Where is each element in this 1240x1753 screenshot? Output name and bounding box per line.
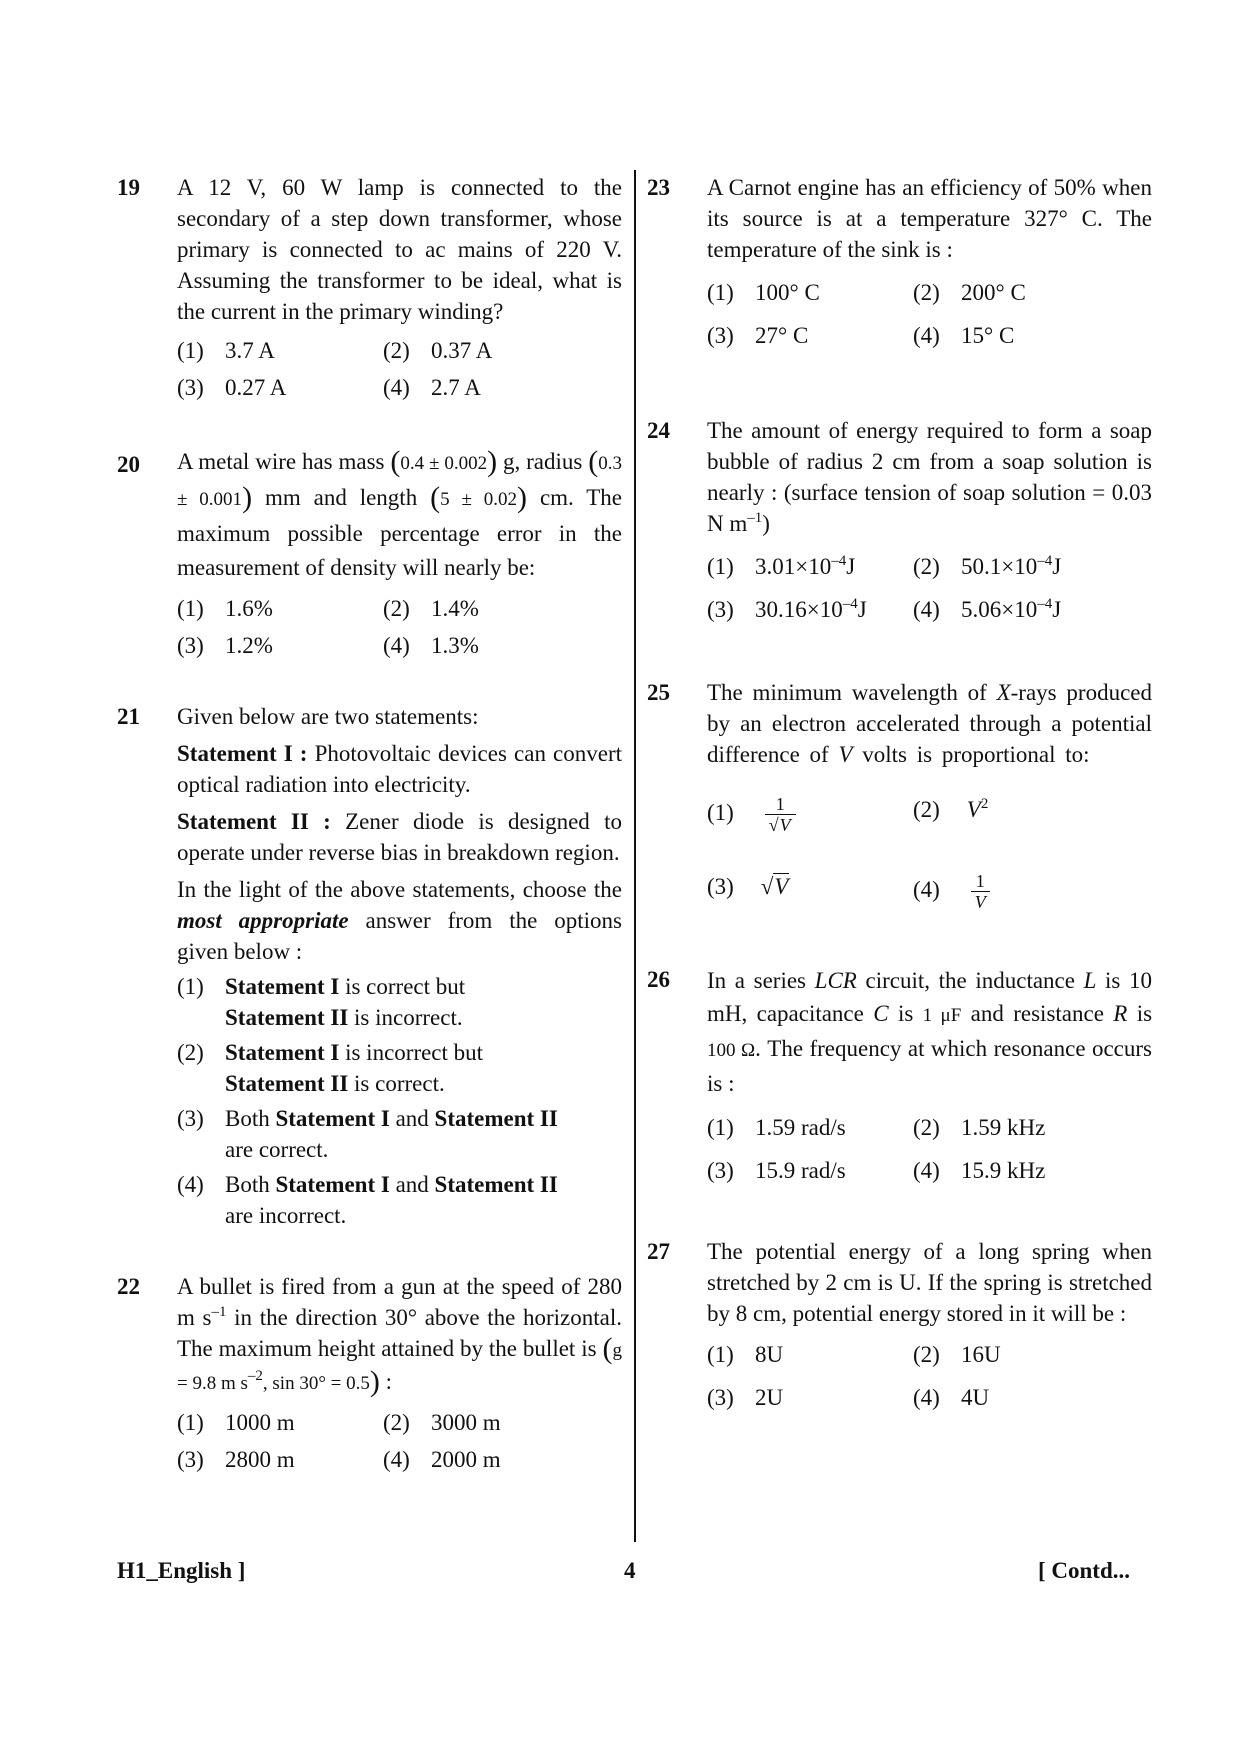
option-4: (4) 1.3% — [383, 633, 479, 658]
question-text: A 12 V, 60 W lamp is connected to the secondary of a step down transformer, whose primary is connected to ac mains of 220 V. Assuming the transformer to be ideal, what is the current in the primary winding? — [177, 175, 622, 324]
question-22 — [117, 1271, 622, 1475]
option-3: (3) $30.16\times 10^{-4}J$ — [707, 596, 867, 622]
question-23 — [647, 172, 1152, 351]
option-3: (3) 15.9 rad/s — [707, 1158, 846, 1183]
option-4: (4) 2.7 A — [383, 375, 481, 400]
question-number: 20 — [117, 452, 140, 477]
option-2: (2) 0.37 A — [383, 338, 493, 363]
option-3: (3) 2800 m — [177, 1447, 295, 1472]
options — [707, 551, 1152, 625]
question-text: The potential energy of a long spring when stretched by 2 cm is U. If the spring is stretched by 8 cm, potential energy stored in it will be : — [707, 1239, 1152, 1326]
footer-paper-code: H1_English ] — [117, 1558, 246, 1583]
option-4: (4) Both Statement I and Statement II are incorrect. — [177, 1172, 558, 1228]
option-3: (3) 1.2% — [177, 633, 273, 658]
option-3: (3) 27° C — [707, 323, 809, 348]
option-2: (2) 1.4% — [383, 596, 479, 621]
options — [707, 794, 1152, 912]
option-3: (3) 0.27 A — [177, 375, 287, 400]
footer-continued: [ Contd... — [1038, 1558, 1131, 1583]
question-25 — [647, 677, 1152, 912]
question-27 — [647, 1236, 1152, 1413]
option-1: (1) 100° C — [707, 280, 820, 305]
question-text: The minimum wavelength of X-rays produced by an electron accelerated through a potential difference of V volts is proportional to: — [707, 680, 1152, 767]
question-text: A Carnot engine has an efficiency of 50% when its source is at a temperature 327° C. The temperature of the sink is : — [707, 175, 1152, 262]
option-2: (2) $50.1\times 10^{-4}J$ — [913, 553, 1062, 579]
question-text: A bullet is fired from a gun at the speed of 280 m $s^{-1}$ in the direction 30° above the horizontal. The maximum height attained by the bullet is (g = 9.8 m $s^{-2}$, sin 30° = 0.5) : — [177, 1274, 623, 1398]
one-over-root-v: $\frac{1}{√V}$ — [765, 794, 796, 835]
option-1: (1) 1.59 rad/s — [707, 1115, 846, 1140]
option-1: (1) 8U — [707, 1342, 784, 1367]
question-number: 26 — [647, 967, 670, 992]
options — [707, 277, 1152, 351]
option-2: (2) $V^2$ — [913, 796, 989, 822]
options — [177, 1407, 622, 1475]
mass-value: 0.4 ± 0.002 — [400, 453, 488, 474]
question-number: 21 — [117, 704, 140, 729]
question-text: The amount of energy required to form a soap bubble of radius 2 cm from a soap solution is nearly : (surface tension of soap solution = 0.03 N $m^{-1}$) — [707, 418, 1152, 536]
question-number: 23 — [647, 175, 670, 200]
option-2: (2) Statement I is incorrect but Statement II is correct. — [177, 1040, 484, 1096]
option-1: (1) 1000 m — [177, 1410, 295, 1435]
question-text: In a series LCR circuit, the inductance L is 10 mH, capacitance C is 1 μF and resistance R is 100 Ω. The frequency at which resonance occurs is : — [707, 968, 1153, 1096]
question-intro: Given below are two statements: — [177, 704, 479, 729]
option-2: (2) 3000 m — [383, 1410, 501, 1435]
question-19 — [117, 172, 622, 403]
option-1: (1) 3.7 A — [177, 338, 275, 363]
question-text: A metal wire has mass (0.4 ± 0.002) g, radius (0.3 ± 0.001) mm and length (5 ± 0.02) cm. The maximum possible percentage error in the measurement of density will nearly be: — [177, 445, 623, 580]
option-4: (4) 2000 m — [383, 1447, 501, 1472]
length-value: 5 ± 0.02 — [440, 489, 518, 510]
instruction: In the light of the above statements, choose the most appropriate answer from the options given below : — [177, 877, 622, 964]
right-column — [647, 172, 1152, 1413]
options — [177, 593, 622, 661]
question-number: 19 — [117, 175, 140, 200]
option-1: (1) Statement I is correct but Statement II is incorrect. — [177, 974, 466, 1030]
option-2: (2) 16U — [913, 1342, 1001, 1367]
question-24 — [647, 415, 1152, 625]
left-column — [117, 172, 622, 1475]
radius-value: 0.3 ± 0.001 — [177, 453, 622, 510]
option-4: (4) 4U — [913, 1385, 990, 1410]
option-3: (3) 2U — [707, 1385, 784, 1410]
question-number: 24 — [647, 418, 670, 443]
option-1: (1) 1.6% — [177, 596, 273, 621]
question-20 — [117, 445, 622, 661]
option-4: (4) 15.9 kHz — [913, 1158, 1046, 1183]
options — [177, 335, 622, 403]
option-3: (3) Both Statement I and Statement II are correct. — [177, 1106, 558, 1162]
question-number: 22 — [117, 1274, 140, 1299]
one-over-v: $\frac{1}{V}$ — [971, 871, 990, 912]
statement-1: Statement I : Photovoltaic devices can convert optical radiation into electricity. — [177, 741, 623, 797]
options — [707, 1112, 1152, 1186]
column-divider — [634, 170, 636, 1542]
option-1: (1) $3.01\times 10^{-4}J$ — [707, 553, 856, 579]
option-1: (1) $\frac{1}{√V}$ — [707, 794, 913, 835]
footer-page-number: 4 — [624, 1558, 636, 1583]
option-4: (4) $5.06\times 10^{-4}J$ — [913, 596, 1062, 622]
options — [707, 1339, 1152, 1413]
option-2: (2) 1.59 kHz — [913, 1115, 1046, 1140]
question-26 — [647, 964, 1152, 1186]
option-4: (4) $\frac{1}{V}$ — [913, 871, 1119, 912]
option-4: (4) 15° C — [913, 323, 1015, 348]
statement-2: Statement II : Zener diode is designed to operate under reverse bias in breakdown region. — [177, 809, 622, 865]
question-number: 25 — [647, 680, 670, 705]
question-21 — [117, 701, 622, 1231]
option-2: (2) 200° C — [913, 280, 1026, 305]
question-number: 27 — [647, 1239, 670, 1264]
option-3: (3) √V — [707, 874, 789, 899]
